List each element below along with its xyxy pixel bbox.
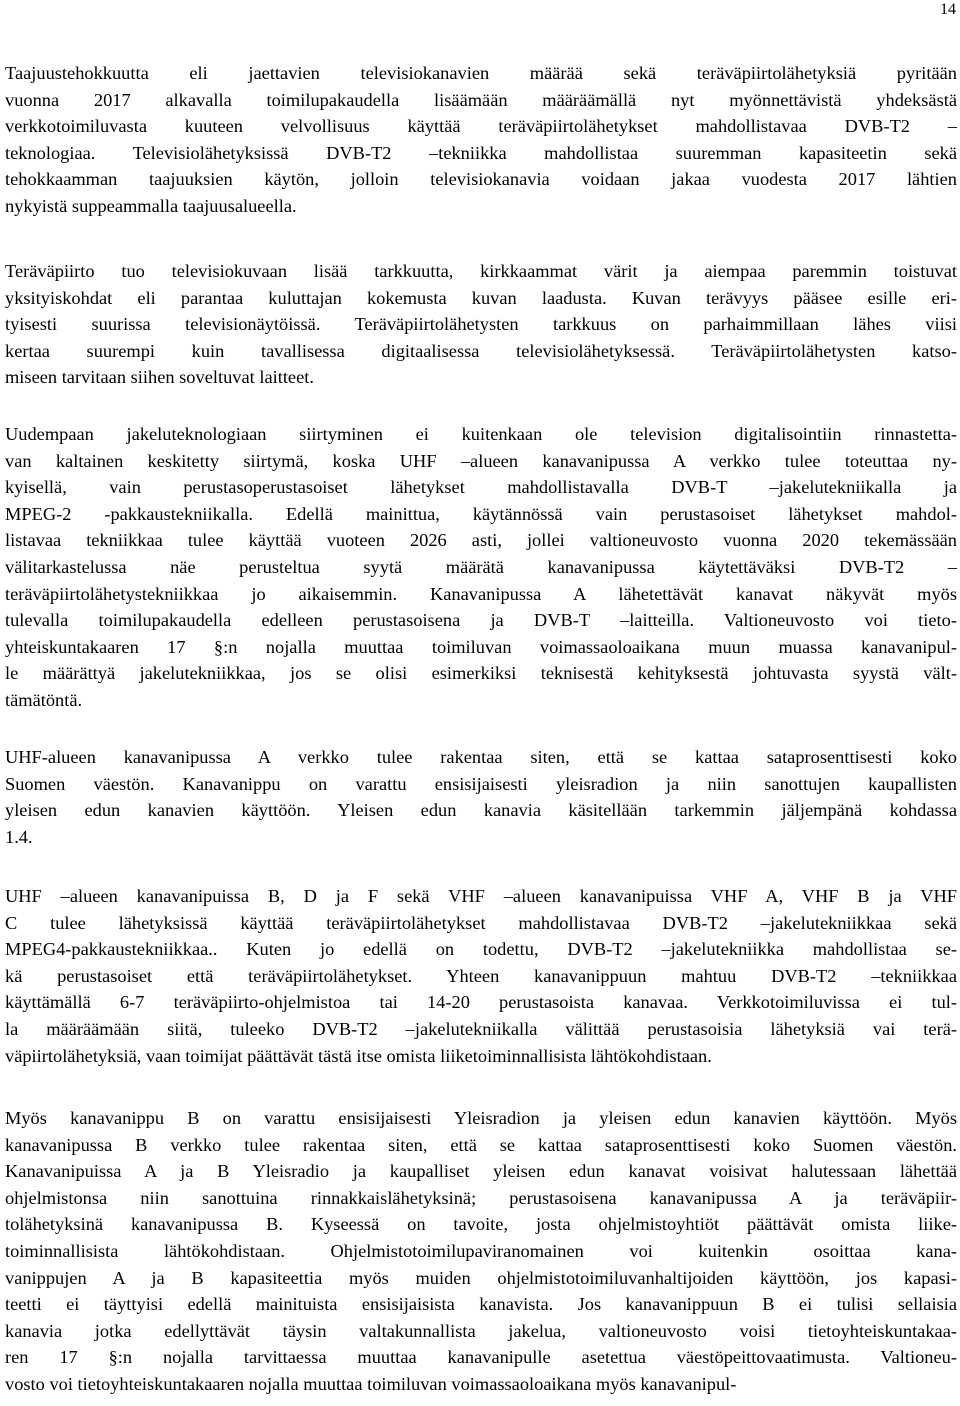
text-line: väpiirtolähetyksiä, vaan toimijat päättävät tästä itse omista liiketoiminnallisista lähtökohdistaan. [5,1045,712,1066]
text-line: C tulee lähetyksissä käyttää teräväpiirtolähetykset mahdollistavaa DVB-T2 –jakelutekniikkaa sekä [5,912,957,933]
text-line: Teräväpiirto tuo televisiokuvaan lisää tarkkuutta, kirkkaammat värit ja aiempaa paremmin toistuvat [5,261,957,281]
text-line: vuonna 2017 alkavalla toimilupakaudella lisäämään määräämällä nyt myönnettävistä yhdeksästä [5,89,957,110]
text-line: listavaa tekniikkaa tulee käyttää vuoteen 2026 asti, jollei valtioneuvosto vuonna 2020 tekemässään [5,530,957,551]
text-line: MPEG-2 -pakkaustekniikalla. Edellä mainittua, käytännössä vain perustasoiset lähetykset mahdol- [5,503,957,524]
text-line: tämätöntä. [5,689,83,710]
paragraph-1 [5,60,957,220]
paragraph-4 [5,744,957,850]
text-line: vosto voi tietoyhteiskuntakaaren nojalla muuttaa toimiluvan voimassaoloaikana myös kanavanipul- [5,1373,737,1394]
text-line: käyttämällä 6-7 teräväpiirto-ohjelmistoa tai 14-20 perustasoista kanavaa. Verkkotoimiluvissa ei tul- [5,992,957,1013]
text-line: Taajuustehokkuutta eli jaettavien televisiokanavien määrää sekä teräväpiirtolähetyksiä pyritään [5,63,957,83]
text-line: teräväpiirtolähetystekniikkaa jo aikaisemmin. Kanavanipussa A lähetettävät kanavat näkyvät myös [5,583,957,604]
text-line: la määräämään siitä, tuleeko DVB-T2 –jakelutekniikalla välittää perustasoisia lähetyksiä vai terä- [5,1018,957,1039]
text-line: tyisesti suurissa televisionäytöissä. Teräväpiirtolähetysten tarkkuus on parhaimmillaan lähes viisi [5,314,957,335]
text-line: Uudempaan jakeluteknologiaan siirtyminen ei kuitenkaan ole television digitalisointiin rinnastetta- [5,424,957,444]
text-line: yhteiskuntakaaren 17 §:n nojalla muuttaa toimiluvan voimassaoloaikana muun muassa kanavanipul- [5,636,957,657]
text-line: Kanavanipuissa A ja B Yleisradio ja kaupalliset yleisen edun kanavat voisivat halutessaan lähettää [5,1161,957,1182]
paragraph-6 [5,1105,957,1398]
text-line: kanavanipussa B verkko tulee rakentaa siten, että se kattaa sataprosenttisesti koko Suomen väestön. [5,1134,957,1155]
text-line: teetti ei täyttyisi edellä mainituista ensisijaisista kanavista. Jos kanavanippuun B ei tulisi sellaisia [5,1294,957,1315]
text-line: tehokkaamman taajuuksien käytön, jolloin televisiokanavia voidaan jakaa vuodesta 2017 lähtien [5,169,957,190]
paragraph-5 [5,883,957,1069]
text-line: teknologiaa. Televisiolähetyksissä DVB-T2 –tekniikka mahdollistaa suuremman kapasiteetin sekä [5,142,957,163]
text-line: UHF-alueen kanavanipussa A verkko tulee rakentaa siten, että se kattaa sataprosenttisesti koko [5,747,957,767]
text-line: 1.4. [5,826,33,847]
text-line: ohjelmistonsa niin sanottuina rinnakkaislähetyksinä; perustasoisena kanavanipussa A ja teräväpiir- [5,1187,957,1208]
text-line: verkkotoimiluvasta kuuteen velvollisuus käyttää teräväpiirtolähetykset mahdollistavaa DVB-T2 – [5,116,957,137]
text-line: välitarkastelussa näe perusteltua syytä määrätä kanavanipussa käytettäväksi DVB-T2 – [5,556,957,577]
text-line: kyisellä, vain perustasoperustasoiset lähetykset mahdollistavalla DVB-T –jakelutekniikalla ja [5,477,957,498]
text-line: le määrättyä jakelutekniikkaa, jos se olisi esimerkiksi teknisestä kehityksestä johtuvasta syystä vält- [5,663,957,684]
text-line: kä perustasoiset että teräväpiirtolähetykset. Yhteen kanavanippuun mahtuu DVB-T2 –tekniikkaa [5,965,957,986]
text-line: UHF –alueen kanavanipuissa B, D ja F sekä VHF –alueen kanavanipuissa VHF A, VHF B ja VHF [5,886,957,906]
text-line: yksityiskohdat eli parantaa kuluttajan kokemusta kuvan laadusta. Kuvan terävyys pääsee esille eri- [5,287,957,308]
text-line: yleisen edun kanavien käyttöön. Yleisen edun kanavia käsitellään tarkemmin jäljempänä kohdassa [5,800,957,821]
paragraph-3 [5,421,957,714]
text-line: van kaltainen keskitetty siirtymä, koska UHF –alueen kanavanipussa A verkko tulee toteuttaa ny- [5,450,957,471]
text-line: miseen tarvitaan siihen soveltuvat laitteet. [5,367,314,388]
page-number: 14 [940,1,956,18]
paragraph-2 [5,258,957,391]
text-line: tulevalla toimilupakaudella edelleen perustasoisena ja DVB-T –laitteilla. Valtioneuvosto voi tieto- [5,610,957,631]
text-line: ren 17 §:n nojalla tarvittaessa muuttaa kanavanipulle asetettua väestöpeittovaatimusta. Valtioneu- [5,1347,957,1368]
text-line: Suomen väestön. Kanavanippu on varattu ensisijaisesti yleisradion ja niin sanottujen kaupallisten [5,773,957,794]
text-line: toiminnallisista lähtökohdistaan. Ohjelmistotoimilupaviranomainen voi kuitenkin osoittaa kana- [5,1240,957,1261]
text-line: Myös kanavanippu B on varattu ensisijaisesti Yleisradion ja yleisen edun kanavien käyttöön. Myös [5,1108,957,1128]
text-line: vanippujen A ja B kapasiteettia myös muiden ohjelmistotoimiluvanhaltijoiden käyttöön, jos kapasi- [5,1267,957,1288]
text-line: MPEG4-pakkaustekniikkaa.. Kuten jo edellä on todettu, DVB-T2 –jakelutekniikka mahdollistaa se- [5,939,957,960]
text-line: kanavia jotka edellyttävät täysin valtakunnallista jakelua, valtioneuvosto voisi tietoyhteiskuntakaa- [5,1320,957,1341]
text-line: kertaa suurempi kuin tavallisessa digitaalisessa televisiolähetyksessä. Teräväpiirtolähetysten katso- [5,340,957,361]
text-line: nykyistä suppeammalla taajuusalueella. [5,195,297,216]
text-line: tolähetyksinä kanavanipussa B. Kyseessä on tavoite, josta ohjelmistoyhtiöt päättävät omista liike- [5,1214,957,1235]
